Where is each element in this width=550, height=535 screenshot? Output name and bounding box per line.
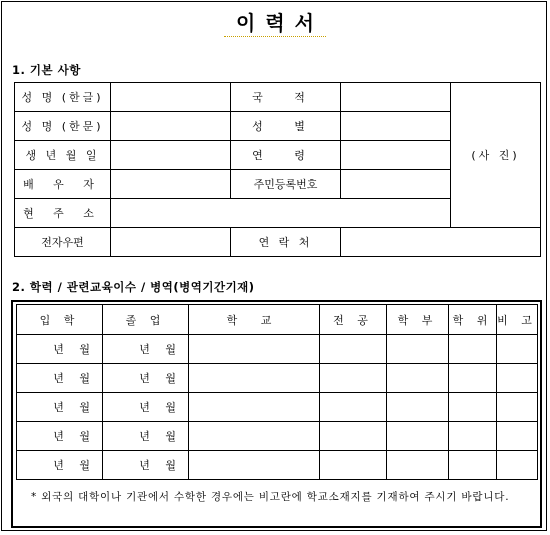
degree-cell[interactable] xyxy=(449,393,497,422)
school-cell[interactable] xyxy=(189,335,320,364)
photo-box[interactable] xyxy=(451,83,541,228)
school-cell[interactable] xyxy=(189,422,320,451)
major-cell[interactable] xyxy=(320,451,387,480)
school-cell[interactable] xyxy=(189,393,320,422)
department-cell[interactable] xyxy=(387,393,449,422)
age-field[interactable] xyxy=(341,141,451,170)
email-field[interactable] xyxy=(111,228,231,257)
graduation-date-cell[interactable]: 년 월 xyxy=(103,393,189,422)
gender-field[interactable] xyxy=(341,112,451,141)
col-header-degree: 학 위 xyxy=(449,305,497,335)
label-gender: 성 별 xyxy=(231,112,341,141)
major-cell[interactable] xyxy=(320,364,387,393)
degree-cell[interactable] xyxy=(449,422,497,451)
name-korean-field[interactable] xyxy=(111,83,231,112)
label-address: 현 주 소 xyxy=(15,199,111,228)
col-header-major: 전 공 xyxy=(320,305,387,335)
remarks-cell[interactable] xyxy=(497,335,538,364)
school-cell[interactable] xyxy=(189,364,320,393)
photo-label: (사 진) xyxy=(471,149,520,162)
col-header-remarks: 비 고 xyxy=(497,305,538,335)
section-basic-info-heading: 1. 기본 사항 xyxy=(12,63,81,77)
table-row xyxy=(17,451,538,480)
foreign-study-note: * 외국의 대학이나 기관에서 수학한 경우에는 비고란에 학교소재지를 기재하여 주시기 바랍니다. xyxy=(31,491,510,503)
resident-number-field[interactable] xyxy=(341,170,451,199)
label-name-korean: 성 명 (한글) xyxy=(15,83,111,112)
label-birthdate: 생 년 월 일 xyxy=(15,141,111,170)
major-cell[interactable] xyxy=(320,422,387,451)
table-header-row xyxy=(17,305,538,335)
graduation-date-cell[interactable]: 년 월 xyxy=(103,422,189,451)
remarks-cell[interactable] xyxy=(497,364,538,393)
admission-date-cell[interactable]: 년 월 xyxy=(17,364,103,393)
department-cell[interactable] xyxy=(387,422,449,451)
col-header-graduation: 졸 업 xyxy=(103,305,189,335)
nationality-field[interactable] xyxy=(341,83,451,112)
remarks-cell[interactable] xyxy=(497,393,538,422)
address-field[interactable] xyxy=(111,199,451,228)
school-cell[interactable] xyxy=(189,451,320,480)
name-hanja-field[interactable] xyxy=(111,112,231,141)
department-cell[interactable] xyxy=(387,364,449,393)
department-cell[interactable] xyxy=(387,335,449,364)
table-row xyxy=(15,83,541,112)
label-name-hanja: 성 명 (한문) xyxy=(15,112,111,141)
col-header-admission: 입 학 xyxy=(17,305,103,335)
label-resident-number: 주민등록번호 xyxy=(231,170,341,199)
degree-cell[interactable] xyxy=(449,451,497,480)
table-row xyxy=(17,335,538,364)
col-header-department: 학 부 xyxy=(387,305,449,335)
major-cell[interactable] xyxy=(320,335,387,364)
label-email: 전자우편 xyxy=(15,228,111,257)
education-table xyxy=(16,304,538,480)
degree-cell[interactable] xyxy=(449,364,497,393)
table-row xyxy=(17,364,538,393)
table-row xyxy=(15,228,541,257)
table-row xyxy=(17,393,538,422)
label-age: 연 령 xyxy=(231,141,341,170)
label-nationality: 국 적 xyxy=(231,83,341,112)
basic-info-table xyxy=(14,82,541,257)
page-title: 이력서 xyxy=(2,7,548,36)
graduation-date-cell[interactable]: 년 월 xyxy=(103,364,189,393)
spouse-field[interactable] xyxy=(111,170,231,199)
admission-date-cell[interactable]: 년 월 xyxy=(17,422,103,451)
resume-form xyxy=(1,1,547,531)
birthdate-field[interactable] xyxy=(111,141,231,170)
education-table-frame xyxy=(11,300,542,528)
section-education-heading: 2. 학력 / 관련교육이수 / 병역(병역기간기재) xyxy=(12,280,255,294)
label-contact: 연 락 처 xyxy=(231,228,341,257)
label-spouse: 배 우 자 xyxy=(15,170,111,199)
table-row xyxy=(17,422,538,451)
graduation-date-cell[interactable]: 년 월 xyxy=(103,451,189,480)
admission-date-cell[interactable]: 년 월 xyxy=(17,451,103,480)
admission-date-cell[interactable]: 년 월 xyxy=(17,335,103,364)
col-header-school: 학 교 xyxy=(189,305,320,335)
graduation-date-cell[interactable]: 년 월 xyxy=(103,335,189,364)
remarks-cell[interactable] xyxy=(497,422,538,451)
contact-field[interactable] xyxy=(341,228,541,257)
remarks-cell[interactable] xyxy=(497,451,538,480)
major-cell[interactable] xyxy=(320,393,387,422)
admission-date-cell[interactable]: 년 월 xyxy=(17,393,103,422)
department-cell[interactable] xyxy=(387,451,449,480)
degree-cell[interactable] xyxy=(449,335,497,364)
